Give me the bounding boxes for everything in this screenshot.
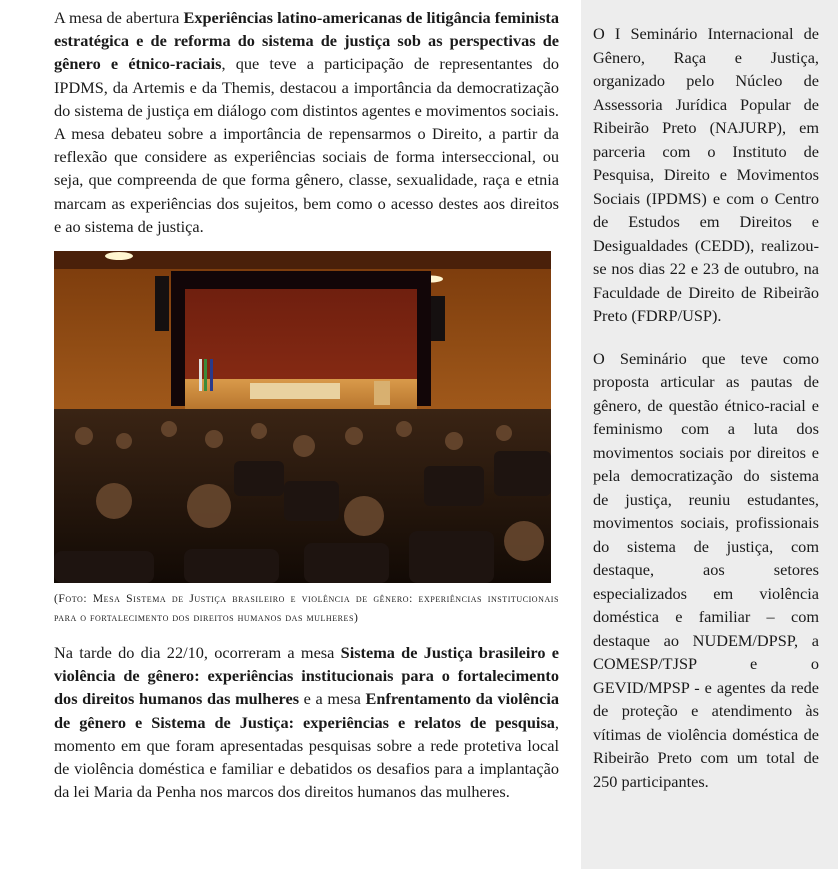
stage-curtain-right <box>417 271 431 406</box>
speaker-left <box>155 276 169 331</box>
panel-title-justice-system: Sistema de Justiça brasileiro e violência de gênero: experiências institucionais para o fortalecimento dos direitos humanos das mulheres <box>54 643 559 709</box>
photo-caption: (Foto: Mesa Sistema de Justiça brasileiro e violência de gênero: experiências institucionais para o fortalecimento dos direitos humanos das mulheres) <box>54 592 559 625</box>
auditorium-photo <box>54 251 551 583</box>
sidebar-box <box>581 0 838 869</box>
sidebar-paragraph-intro: O I Seminário Internacional de Gênero, Raça e Justiça, organizado pelo Núcleo de Assessoria Jurídica Popular de Ribeirão Preto (NAJURP), em parceria com o Instituto de Pesquisa, Direito e Movimentos Sociais (IPDMS) e com o Centro de Estudos em Direitos e Desigualdades (CEDD), realizou-se nos dias 22 e 23 de outubro, na Faculdade de Direito de Ribeirão Preto (FDRP/USP). <box>593 24 819 325</box>
ceiling-light <box>105 252 133 260</box>
opening-paragraph <box>54 6 559 238</box>
auditorium-photo-illustration <box>54 251 551 583</box>
paragraph-text: , que teve a participação de representantes do IPDMS, da Artemis e da Themis, destacou a importância da democratização do sistema de justiça em diálogo com distintos agentes e movimentos sociais. A mesa debateu sobre a importância de repensarmos o Direito, a partir da reflexão que considere as experiências sociais de forma interseccional, ou seja, que compreenda de que forma gênero, classe, sexualidade, raça e etnia marcam as experiências dos sujeitos, bem como o acesso destes aos direitos e ao sistema de justiça. <box>54 54 559 236</box>
panel-table <box>250 383 340 399</box>
afternoon-paragraph <box>54 641 559 803</box>
speaker-right <box>431 296 445 341</box>
paragraph-text: e a mesa <box>299 689 366 709</box>
article-main-column <box>54 6 559 803</box>
panel-title-confronting-violence: Enfrentamento da violência de gênero e Sistema de Justiça: experiências e relatos de pesquisa <box>54 689 560 732</box>
flag <box>210 359 213 391</box>
paragraph-text: A mesa de abertura <box>54 8 184 27</box>
paragraph-text: , momento em que foram apresentadas pesquisas sobre a rede protetiva local de violência doméstica e familiar e debatidos os desafios para a implantação da lei Maria da Penha nos marcos dos direitos humanos das mulheres. <box>54 712 559 802</box>
flag <box>204 359 207 391</box>
paragraph-text: Na tarde do dia 22/10, ocorreram a mesa <box>54 643 341 663</box>
stage-curtain-top <box>171 271 431 289</box>
flag <box>199 359 202 391</box>
lectern <box>374 381 390 405</box>
panel-title-opening: Experiências latino-americanas de litigância feminista estratégica e de reforma do sistema de justiça sob as perspectivas de gênero e étnico-raciais <box>54 8 559 74</box>
stage-curtain-left <box>171 271 185 406</box>
sidebar-paragraph-summary: O Seminário que teve como proposta articular as pautas de gênero, de questão étnico-racial e feminismo com a luta dos movimentos sociais por direitos e pela democratização do sistema de justiça, reuniu estudantes, movimentos sociais, profissionais do sistema de justiça, com destaque, aos setores especializados em violência doméstica e familiar – com destaque ao NUDEM/DPSP, a COMESP/TJSP e o GEVID/MPSP - e agentes da rede de proteção e atendimento às vítimas de violência doméstica de Ribeirão Preto com um total de 250 participantes. <box>593 348 819 791</box>
